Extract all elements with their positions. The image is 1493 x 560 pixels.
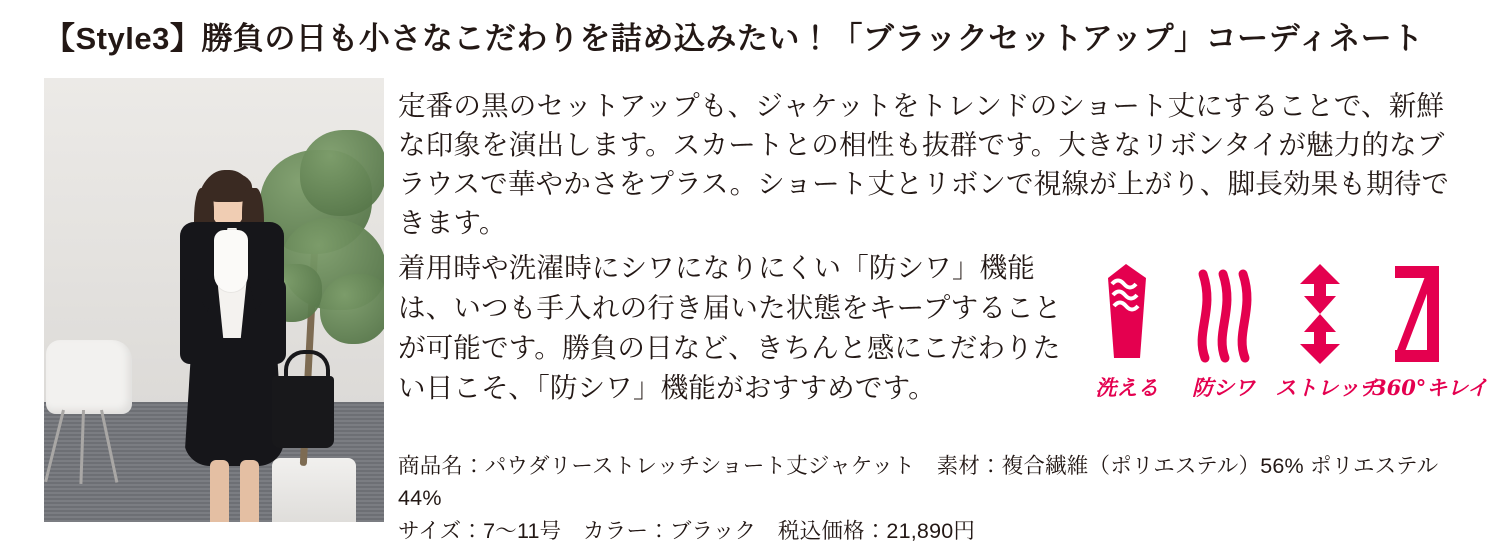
photo-model-leg [210,460,229,522]
washable-icon [1082,258,1172,366]
photo-model-bag [272,376,334,448]
photo-model-ribbon-tie [214,230,248,292]
spec-line-2: サイズ：7〜11号 カラー：ブラック 税込価格：21,890円 [398,518,976,543]
spec-line-1: 商品名：パウダリーストレッチショート丈ジャケット 素材：複合繊維（ポリエステル）56% ポリエステル44% [398,454,1439,511]
feature-label-wrinkle-resistant: 防シワ [1192,375,1256,400]
stretch-icon [1275,258,1365,366]
feature-item-stretch [1275,258,1381,402]
photo-plant-foliage [320,274,384,344]
description-text-1: 定番の黒のセットアップも、ジャケットをトレンドのショート丈にすることで、新鮮な印象を演出します。スカートとの相性も抜群です。大きなリボンタイが魅力的なブラウスで華やかさをプラス。ショート丈とリボンで視線が上がり、脚長効果も期待できます。 [398,90,1450,239]
photo-plant-pot [272,458,356,522]
description-paragraph-1 [398,86,1458,242]
photo-model-arm [264,278,286,364]
360-degree-beauty-icon [1372,258,1462,366]
photo-chair [46,340,132,414]
photo-model-leg [240,460,259,522]
feature-icon-row [1082,252,1489,402]
feature-label-washable: 洗える [1095,375,1159,400]
feature-item-wrinkle-resistant [1179,258,1269,402]
feature-label-stretch: ストレッチ [1275,375,1381,400]
page-title: 【Style3】勝負の日も小さなこだわりを詰め込みたい！「ブラックセットアップ」コーディネート [44,21,1424,56]
photo-model-arm [180,278,202,364]
photo-plant-foliage [300,130,384,216]
feature-item-washable [1082,258,1172,402]
feature-item-360-beauty [1371,258,1489,402]
wrinkle-resistant-icon [1179,258,1269,366]
product-spec [398,450,1458,547]
feature-label-360-beauty: 360°キレイ [1371,375,1489,400]
description-paragraph-2 [398,248,1078,408]
coordinate-photo [44,78,384,522]
description-text-2: 着用時や洗濯時にシワになりにくい「防シワ」機能は、いつも手入れの行き届いた状態をキープすることが可能です。勝負の日など、きちんと感にこだわりたい日こそ、「防シワ」機能がおすすめです。 [398,252,1062,403]
